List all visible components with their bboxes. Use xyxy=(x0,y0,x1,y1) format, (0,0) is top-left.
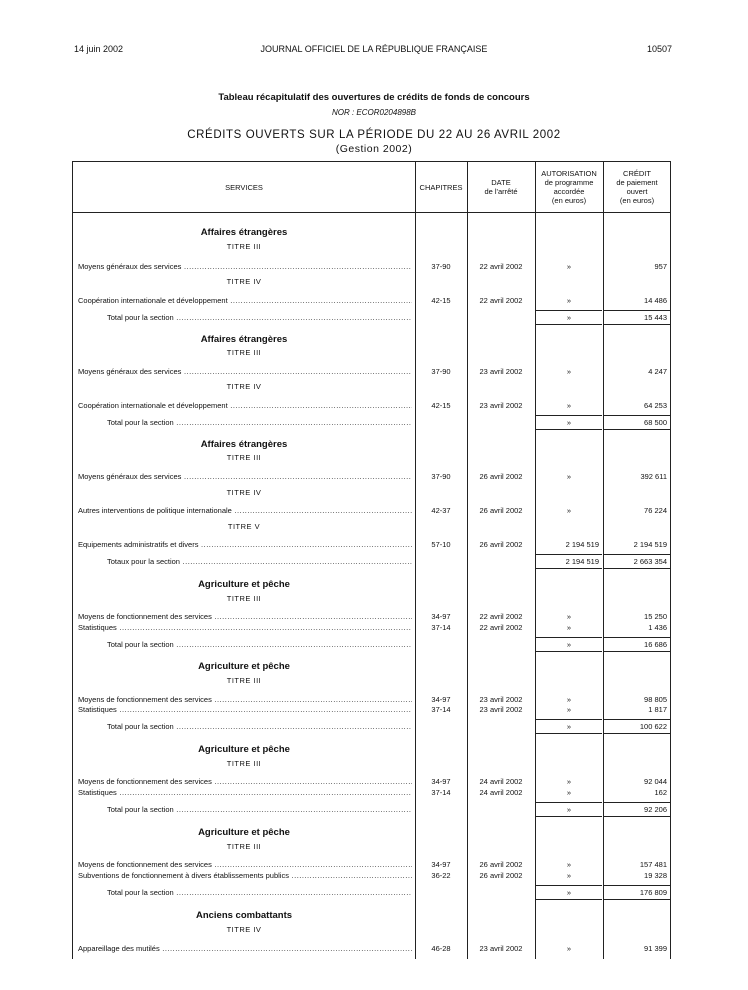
titre-label: TITRE III xyxy=(226,348,262,357)
total-credit: 92 206 xyxy=(644,805,667,814)
column-header-autorisation: AUTORISATION de programme accordée (en euros) xyxy=(541,169,597,205)
row-chapitre: 36-22 xyxy=(431,871,451,880)
row-credit: 15 250 xyxy=(644,612,667,621)
row-label: Statistiques ..... xyxy=(78,704,412,715)
section-heading: Agriculture et pêche xyxy=(198,661,290,672)
row-chapitre: 34-97 xyxy=(431,695,451,704)
row-chapitre: 37-90 xyxy=(431,367,451,376)
row-label: Coopération internationale et développement ..... xyxy=(78,295,412,306)
row-chapitre: 42-37 xyxy=(431,506,451,515)
total-autorisation: » xyxy=(566,640,572,649)
row-credit: 76 224 xyxy=(644,506,667,515)
row-chapitre: 34-97 xyxy=(431,777,451,786)
table-row xyxy=(73,787,672,798)
table-row xyxy=(73,471,672,482)
column-header-services: SERVICES xyxy=(225,182,263,192)
row-credit: 392 611 xyxy=(640,472,667,481)
section-heading: Affaires étrangères xyxy=(200,439,288,450)
total-credit: 176 809 xyxy=(639,888,667,897)
section-heading: Agriculture et pêche xyxy=(198,744,290,755)
table-title: Tableau récapitulatif des ouvertures de crédits de fonds de concours xyxy=(218,92,530,103)
total-row xyxy=(73,721,672,732)
row-label: Moyens de fonctionnement des services ..... xyxy=(78,776,412,787)
row-label: Moyens de fonctionnement des services ..... xyxy=(78,694,412,705)
row-label: Moyens généraux des services ..... xyxy=(78,261,412,272)
row-autorisation: » xyxy=(566,705,572,714)
row-autorisation: » xyxy=(566,262,572,271)
row-date: 22 avril 2002 xyxy=(479,612,523,621)
row-chapitre: 37-14 xyxy=(431,623,451,632)
credits-table xyxy=(72,161,671,959)
total-autorisation: » xyxy=(566,888,572,897)
table-row xyxy=(73,622,672,633)
table-row xyxy=(73,859,672,870)
row-credit: 92 044 xyxy=(644,777,667,786)
row-label: Autres interventions de politique internationale ..... xyxy=(78,505,412,516)
row-date: 26 avril 2002 xyxy=(479,860,523,869)
row-autorisation: » xyxy=(566,472,572,481)
column-header-credit: CRÉDIT de paiement ouvert (en euros) xyxy=(616,169,658,205)
table-body xyxy=(73,162,672,960)
row-credit: 157 481 xyxy=(639,860,667,869)
table-row xyxy=(73,704,672,715)
page-date: 14 juin 2002 xyxy=(74,44,124,54)
row-credit: 1 436 xyxy=(648,623,667,632)
titre-label: TITRE III xyxy=(226,676,262,685)
row-date: 22 avril 2002 xyxy=(479,296,523,305)
row-autorisation: » xyxy=(566,612,572,621)
table-row xyxy=(73,870,672,881)
table-row xyxy=(73,400,672,411)
total-credit: 15 443 xyxy=(644,313,667,322)
row-date: 26 avril 2002 xyxy=(479,506,523,515)
row-autorisation: » xyxy=(566,296,572,305)
gestion-heading: (Gestion 2002) xyxy=(335,143,413,155)
period-heading: CRÉDITS OUVERTS SUR LA PÉRIODE DU 22 AU 26 AVRIL 2002 xyxy=(187,129,561,141)
total-row xyxy=(73,556,672,567)
row-date: 24 avril 2002 xyxy=(479,777,523,786)
column-header-chapitres: CHAPITRES xyxy=(419,182,463,192)
row-credit: 957 xyxy=(654,262,667,271)
row-autorisation: » xyxy=(566,623,572,632)
row-label: Appareillage des mutilés ..... xyxy=(78,943,412,954)
total-label: Total pour la section ..... xyxy=(107,887,412,898)
row-credit: 98 805 xyxy=(644,695,667,704)
titre-label: TITRE III xyxy=(226,453,262,462)
row-label: Statistiques ..... xyxy=(78,787,412,798)
titre-label: TITRE IV xyxy=(226,277,262,286)
row-chapitre: 37-14 xyxy=(431,705,451,714)
row-label: Moyens généraux des services ..... xyxy=(78,366,412,377)
total-autorisation: » xyxy=(566,313,572,322)
row-autorisation: » xyxy=(566,860,572,869)
section-heading: Agriculture et pêche xyxy=(198,579,290,590)
row-label: Moyens de fonctionnement des services ..... xyxy=(78,611,412,622)
row-chapitre: 57-10 xyxy=(431,540,451,549)
row-date: 26 avril 2002 xyxy=(479,871,523,880)
row-autorisation: » xyxy=(566,871,572,880)
row-label: Subventions de fonctionnement à divers établissements publics ..... xyxy=(78,870,412,881)
table-row xyxy=(73,366,672,377)
journal-title: JOURNAL OFFICIEL DE LA RÉPUBLIQUE FRANÇAISE xyxy=(260,44,488,54)
row-autorisation: » xyxy=(566,788,572,797)
row-date: 23 avril 2002 xyxy=(479,695,523,704)
total-autorisation: » xyxy=(566,805,572,814)
titre-label: TITRE III xyxy=(226,242,262,251)
total-credit: 2 663 354 xyxy=(633,557,667,566)
row-label: Statistiques ..... xyxy=(78,622,412,633)
row-label: Moyens de fonctionnement des services ..... xyxy=(78,859,412,870)
total-autorisation: » xyxy=(566,722,572,731)
nor-reference: NOR : ECOR0204898B xyxy=(331,108,417,117)
titre-label: TITRE IV xyxy=(226,382,262,391)
table-row xyxy=(73,611,672,622)
table-row xyxy=(73,261,672,272)
row-label: Equipements administratifs et divers ..... xyxy=(78,539,412,550)
total-autorisation: » xyxy=(566,418,572,427)
section-heading: Agriculture et pêche xyxy=(198,827,290,838)
row-autorisation: » xyxy=(566,695,572,704)
row-date: 22 avril 2002 xyxy=(479,262,523,271)
table-row xyxy=(73,943,672,954)
row-chapitre: 42-15 xyxy=(431,401,451,410)
total-row xyxy=(73,417,672,428)
row-chapitre: 37-14 xyxy=(431,788,451,797)
row-autorisation: » xyxy=(566,944,572,953)
row-autorisation: » xyxy=(566,506,572,515)
total-label: Total pour la section ..... xyxy=(107,312,412,323)
row-label: Moyens généraux des services ..... xyxy=(78,471,412,482)
column-header-date: DATE de l'arrêté xyxy=(484,178,518,196)
titre-label: TITRE III xyxy=(226,759,262,768)
titre-label: TITRE III xyxy=(226,842,262,851)
total-credit: 68 500 xyxy=(644,418,667,427)
row-date: 23 avril 2002 xyxy=(479,401,523,410)
row-credit: 91 399 xyxy=(644,944,667,953)
row-autorisation: 2 194 519 xyxy=(565,540,599,549)
row-date: 26 avril 2002 xyxy=(479,540,523,549)
row-chapitre: 37-90 xyxy=(431,472,451,481)
row-chapitre: 42-15 xyxy=(431,296,451,305)
row-chapitre: 46-28 xyxy=(431,944,451,953)
row-date: 22 avril 2002 xyxy=(479,623,523,632)
total-row xyxy=(73,887,672,898)
page-number: 10507 xyxy=(646,44,672,54)
table-row xyxy=(73,295,672,306)
row-date: 23 avril 2002 xyxy=(479,944,523,953)
row-date: 24 avril 2002 xyxy=(479,788,523,797)
row-credit: 4 247 xyxy=(648,367,667,376)
row-credit: 1 817 xyxy=(648,705,667,714)
table-row xyxy=(73,505,672,516)
row-label: Coopération internationale et développement ..... xyxy=(78,400,412,411)
total-row xyxy=(73,804,672,815)
row-date: 23 avril 2002 xyxy=(479,705,523,714)
total-row xyxy=(73,312,672,323)
total-label: Total pour la section ..... xyxy=(107,804,412,815)
section-heading: Affaires étrangères xyxy=(200,227,288,238)
row-credit: 64 253 xyxy=(644,401,667,410)
section-heading: Anciens combattants xyxy=(195,910,293,921)
row-chapitre: 37-90 xyxy=(431,262,451,271)
total-label: Total pour la section ..... xyxy=(107,639,412,650)
row-date: 23 avril 2002 xyxy=(479,367,523,376)
total-credit: 100 622 xyxy=(639,722,667,731)
row-autorisation: » xyxy=(566,777,572,786)
total-row xyxy=(73,639,672,650)
titre-label: TITRE IV xyxy=(226,488,262,497)
titre-label: TITRE V xyxy=(227,522,261,531)
row-credit: 2 194 519 xyxy=(633,540,667,549)
section-heading: Affaires étrangères xyxy=(200,334,288,345)
total-credit: 16 686 xyxy=(644,640,667,649)
row-credit: 19 328 xyxy=(644,871,667,880)
total-label: Total pour la section ..... xyxy=(107,417,412,428)
table-row xyxy=(73,776,672,787)
titre-label: TITRE III xyxy=(226,594,262,603)
row-autorisation: » xyxy=(566,367,572,376)
titre-label: TITRE IV xyxy=(226,925,262,934)
row-autorisation: » xyxy=(566,401,572,410)
row-chapitre: 34-97 xyxy=(431,612,451,621)
total-label: Total pour la section ..... xyxy=(107,721,412,732)
row-chapitre: 34-97 xyxy=(431,860,451,869)
total-autorisation: 2 194 519 xyxy=(565,557,599,566)
row-credit: 14 486 xyxy=(644,296,667,305)
row-date: 26 avril 2002 xyxy=(479,472,523,481)
table-row xyxy=(73,539,672,550)
total-label: Totaux pour la section ..... xyxy=(107,556,412,567)
row-credit: 162 xyxy=(654,788,667,797)
